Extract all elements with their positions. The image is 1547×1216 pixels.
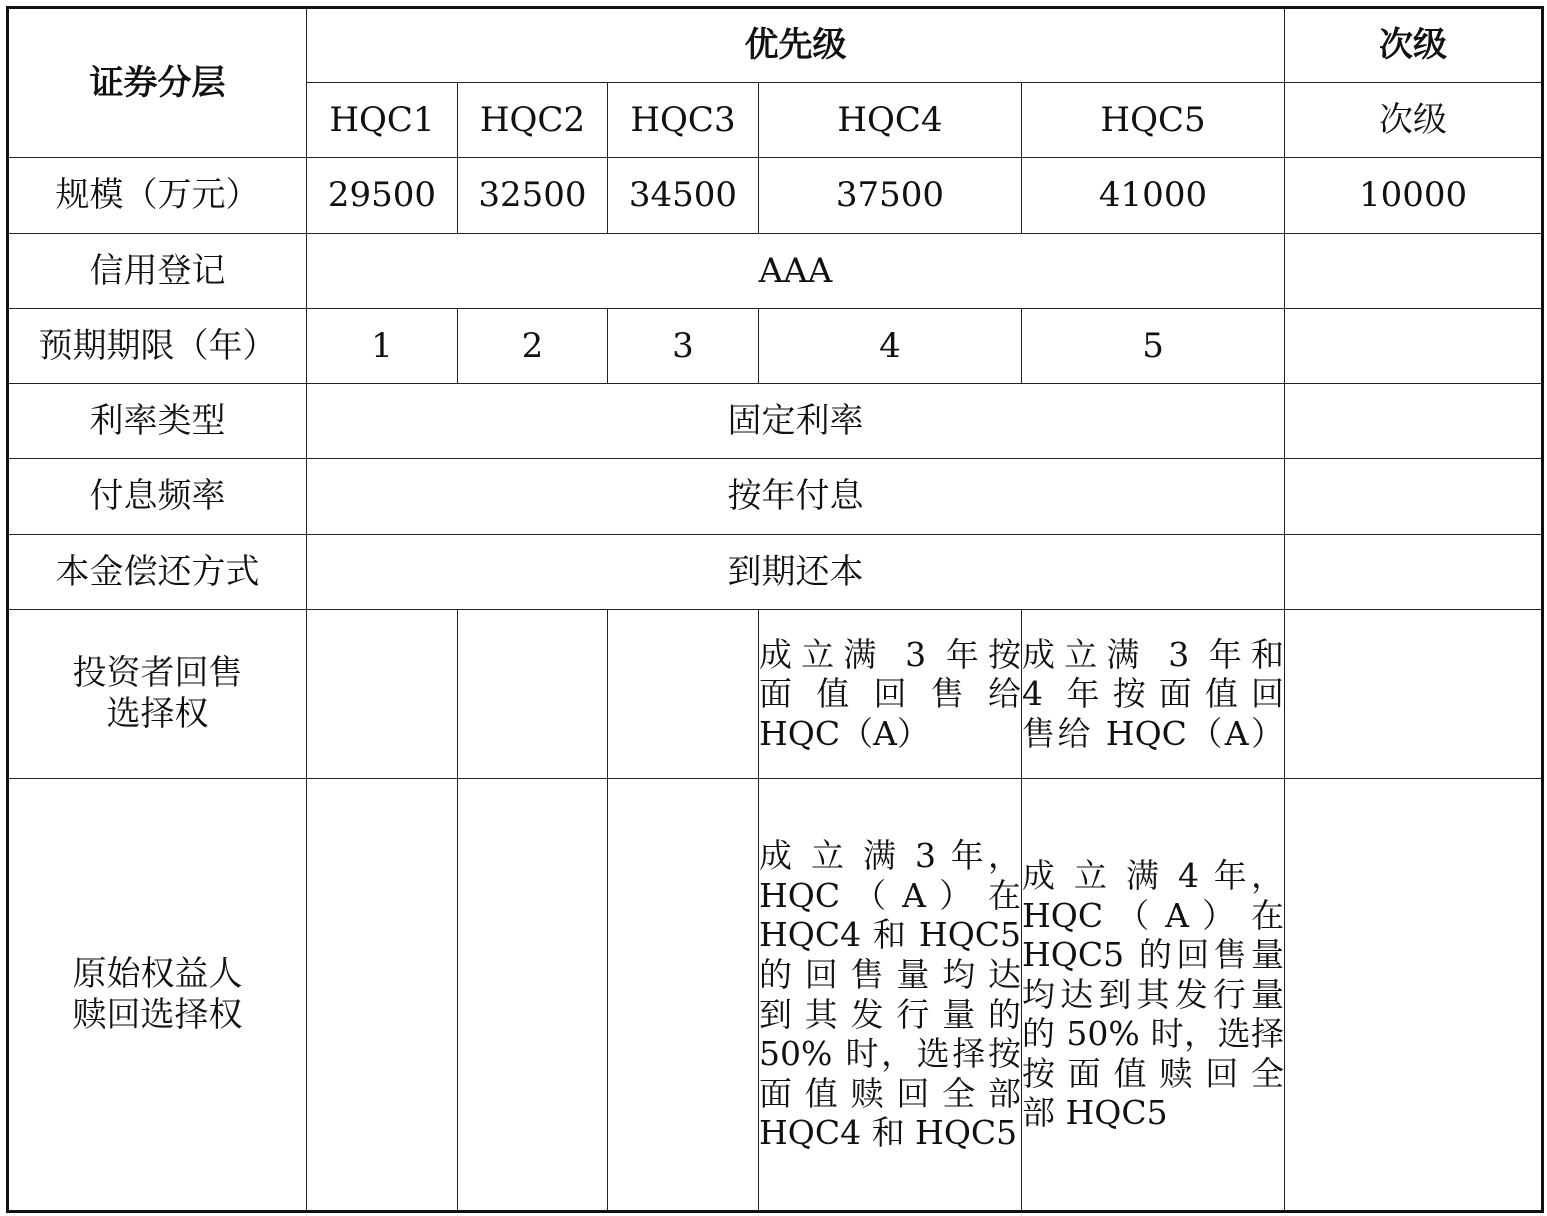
row-label-rating: 信用登记 — [8, 234, 307, 309]
junior-label: 次级 — [1285, 8, 1543, 83]
term-hqc5: 5 — [1022, 309, 1285, 384]
empty-cell — [608, 610, 759, 779]
put-option-hqc4 — [759, 610, 1022, 779]
put-hqc5-line: 售给 HQC（A） — [1022, 713, 1285, 753]
put-label-line1: 投资者回售 — [72, 653, 243, 694]
call-hqc4-line: 成 立 满 3 年， — [759, 836, 1021, 876]
row-label-term: 预期期限（年） — [8, 309, 307, 384]
securities-tier-table — [6, 6, 1544, 1213]
tier-label: 证券分层 — [8, 8, 307, 158]
scale-hqc1: 29500 — [307, 158, 458, 234]
put-hqc4-line: 面 值 回 售 给 — [759, 674, 1021, 714]
row-label-put-option — [8, 610, 307, 779]
term-hqc2: 2 — [458, 309, 608, 384]
empty-cell — [1285, 384, 1543, 459]
call-hqc5-line: 部 HQC5 — [1022, 1093, 1168, 1133]
rating-value: AAA — [307, 234, 1285, 309]
empty-cell — [1285, 779, 1543, 1212]
table-row — [8, 158, 1543, 234]
class-junior: 次级 — [1285, 83, 1543, 158]
empty-cell — [1285, 234, 1543, 309]
class-hqc5: HQC5 — [1022, 83, 1285, 158]
class-hqc1: HQC1 — [307, 83, 458, 158]
call-hqc4-line: HQC （ A ） 在 — [759, 875, 1021, 915]
empty-cell — [458, 610, 608, 779]
principal-value: 到期还本 — [307, 535, 1285, 610]
empty-cell — [1285, 309, 1543, 384]
empty-cell — [458, 779, 608, 1212]
empty-cell — [1285, 459, 1543, 535]
scale-hqc3: 34500 — [608, 158, 759, 234]
call-hqc5-line: 的 50% 时，选择 — [1022, 1014, 1285, 1054]
rate-type-value: 固定利率 — [307, 384, 1285, 459]
call-hqc4-line: 50% 时，选择按 — [759, 1034, 1021, 1074]
class-hqc2: HQC2 — [458, 83, 608, 158]
row-label-rate-type: 利率类型 — [8, 384, 307, 459]
scale-hqc2: 32500 — [458, 158, 608, 234]
row-label-scale: 规模（万元） — [8, 158, 307, 234]
call-hqc5-line: 成 立 满 4 年， — [1022, 855, 1285, 895]
call-hqc4-line: HQC4 和 HQC5 — [759, 1113, 1018, 1153]
payment-freq-value: 按年付息 — [307, 459, 1285, 535]
class-hqc3: HQC3 — [608, 83, 759, 158]
put-hqc5-line: 成立满 3 年和 — [1022, 634, 1285, 674]
call-hqc5-line: 均达到其发行量 — [1022, 974, 1285, 1014]
call-hqc5-line: HQC5 的回售量 — [1022, 935, 1285, 975]
call-option-hqc5 — [1022, 779, 1285, 1212]
table-row — [8, 779, 1543, 1212]
term-hqc1: 1 — [307, 309, 458, 384]
call-hqc4-line: 面值赎回全部 — [759, 1073, 1021, 1113]
put-hqc4-line: 成立满 3 年按 — [759, 634, 1021, 674]
call-hqc4-line: 到其发行量的 — [759, 994, 1021, 1034]
call-label-line2: 赎回选择权 — [72, 994, 243, 1035]
empty-cell — [307, 779, 458, 1212]
empty-cell — [1285, 610, 1543, 779]
table-row — [8, 309, 1543, 384]
call-label-line1: 原始权益人 — [72, 953, 243, 994]
term-hqc4: 4 — [759, 309, 1022, 384]
empty-cell — [307, 610, 458, 779]
put-hqc5-line: 4 年按面值回 — [1022, 674, 1285, 714]
empty-cell — [1285, 535, 1543, 610]
call-hqc5-line: HQC （ A ） 在 — [1022, 895, 1285, 935]
table-row — [8, 234, 1543, 309]
table-row — [8, 384, 1543, 459]
empty-cell — [608, 779, 759, 1212]
scale-hqc4: 37500 — [759, 158, 1022, 234]
scale-junior: 10000 — [1285, 158, 1543, 234]
class-hqc4: HQC4 — [759, 83, 1022, 158]
row-label-call-option — [8, 779, 307, 1212]
scale-hqc5: 41000 — [1022, 158, 1285, 234]
call-hqc4-line: HQC4 和 HQC5 — [759, 915, 1021, 955]
table-row — [8, 610, 1543, 779]
put-label-line2: 选择权 — [106, 694, 209, 734]
call-hqc4-line: 的回售量均达 — [759, 954, 1021, 994]
table-row — [8, 535, 1543, 610]
table-row — [8, 459, 1543, 535]
put-option-hqc5 — [1022, 610, 1285, 779]
row-label-payment-freq: 付息频率 — [8, 459, 307, 535]
row-label-principal: 本金偿还方式 — [8, 535, 307, 610]
senior-label: 优先级 — [307, 8, 1285, 83]
call-option-hqc4 — [759, 779, 1022, 1212]
call-hqc5-line: 按面值赎回全 — [1022, 1053, 1285, 1093]
term-hqc3: 3 — [608, 309, 759, 384]
put-hqc4-line: HQC（A） — [759, 713, 930, 753]
